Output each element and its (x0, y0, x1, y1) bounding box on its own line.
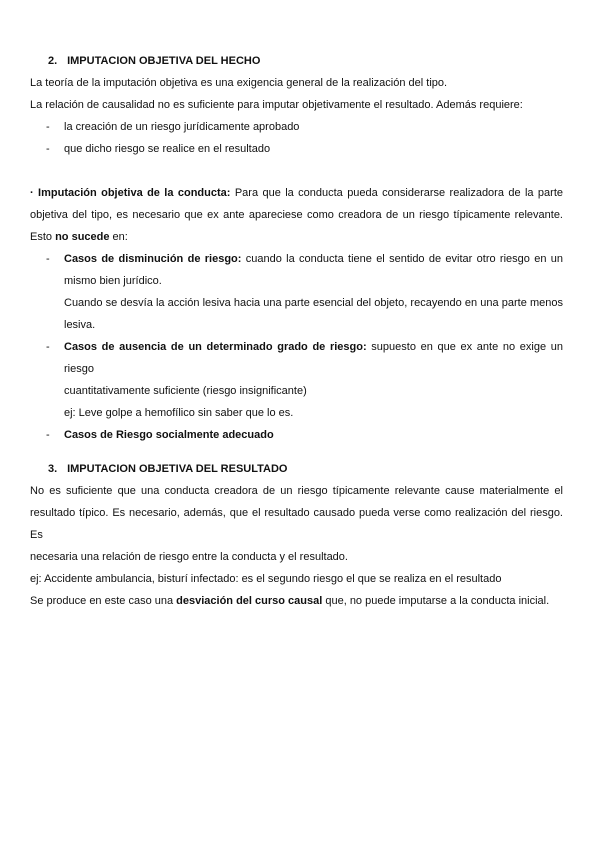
section-3-line: resultado típico. Es necesario, además, que el resultado causado pueda verse como realización del riesgo. Es (30, 507, 563, 541)
paragraph-spacer (30, 160, 563, 182)
case-text-line: Cuando se desvía la acción lesiva hacia una parte esencial del objeto, recayendo en una parte menos (64, 297, 563, 309)
bullet-dash: - (46, 429, 50, 441)
conducta-text: Para que la conducta pueda considerarse realizadora de la parte (230, 187, 564, 199)
section-3-line: No es suficiente que una conducta creadora de un riesgo típicamente relevante cause materialmente el (30, 485, 563, 497)
bullet-dash: - (46, 341, 50, 353)
list-item (30, 138, 563, 160)
section-2-paragraph-2: La relación de causalidad no es suficiente para imputar objetivamente el resultado. Además requiere: (30, 99, 523, 111)
case-text-line: ej: Leve golpe a hemofílico sin saber que lo es. (64, 407, 294, 419)
case-title: Casos de disminución de riesgo: (64, 253, 242, 265)
no-sucede-text: Esto (30, 231, 56, 243)
list-item-text: la creación de un riesgo jurídicamente aprobado (64, 121, 300, 133)
bullet-dash: - (46, 121, 50, 133)
conducta-paragraph-line-2: objetiva del tipo, es necesario que ex ante apareciese como creadora de un riesgo típicamente relevante. (30, 209, 563, 221)
section-3-conclusion (30, 590, 563, 612)
conducta-lead: · Imputación objetiva de la conducta: (30, 187, 231, 199)
list-item (30, 116, 563, 138)
case-text: supuesto en que ex ante no exige un riesgo (64, 341, 563, 375)
bullet-dash: - (46, 143, 50, 155)
case-item (30, 248, 563, 270)
no-sucede-suffix: en: (109, 231, 128, 243)
section-3-line: necesaria una relación de riesgo entre la conducta y el resultado. (30, 551, 348, 563)
conclusion-bold: desviación del curso causal (176, 595, 323, 607)
section-2-paragraph-1: La teoría de la imputación objetiva es una exigencia general de la realización del tipo. (30, 77, 448, 89)
case-text: cuando la conducta tiene el sentido de evitar otro riesgo en un (241, 253, 563, 265)
section-3-number: 3. (48, 463, 58, 475)
case-title: Casos de Riesgo socialmente adecuado (64, 429, 274, 441)
case-text-line: lesiva. (64, 319, 96, 331)
list-item-text: que dicho riesgo se realice en el resultado (64, 143, 271, 155)
bullet-dash: - (46, 253, 50, 265)
conclusion-text: Se produce en este caso una (30, 595, 177, 607)
section-3-example: ej: Accidente ambulancia, bisturí infectado: es el segundo riesgo el que se realiza en el resultado (30, 573, 502, 585)
case-text-line: mismo bien jurídico. (64, 275, 162, 287)
conducta-paragraph-line-1 (30, 182, 563, 204)
section-3 (30, 458, 563, 612)
section-2-heading (48, 50, 563, 72)
case-title: Casos de ausencia de un determinado grado de riesgo: (64, 341, 367, 353)
case-text-line: cuantitativamente suficiente (riesgo insignificante) (64, 385, 307, 397)
conclusion-suffix: que, no puede imputarse a la conducta inicial. (322, 595, 550, 607)
section-2-number: 2. (48, 55, 58, 67)
no-sucede-line (30, 226, 563, 248)
no-sucede-bold: no sucede (55, 231, 110, 243)
section-3-heading (48, 458, 563, 480)
case-item (30, 424, 563, 446)
section-2-title: IMPUTACION OBJETIVA DEL HECHO (67, 55, 261, 67)
case-item (30, 336, 563, 380)
section-3-title: IMPUTACION OBJETIVA DEL RESULTADO (67, 463, 288, 475)
